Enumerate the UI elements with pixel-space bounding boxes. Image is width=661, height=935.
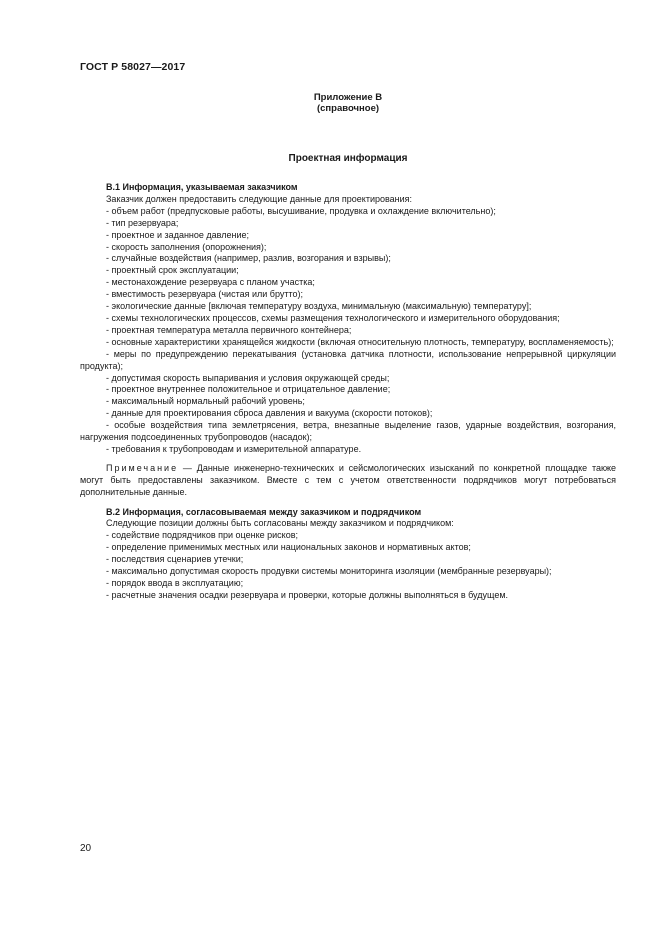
list-item: - максимально допустимая скорость продувки системы мониторинга изоляции (мембранные резервуары);: [106, 566, 552, 577]
list-item: - проектное внутреннее положительное и отрицательное давление;: [106, 384, 391, 395]
list-item: - содействие подрядчиков при оценке рисков;: [106, 530, 298, 541]
page-number: 20: [80, 843, 92, 854]
document-body: [80, 182, 616, 602]
appendix-type: (справочное): [316, 103, 380, 114]
section1-intro: Заказчик должен предоставить следующие данные для проектирования:: [106, 193, 413, 204]
list-item: - допустимая скорость выпаривания и условия окружающей среды;: [106, 372, 390, 383]
list-item: - основные характеристики хранящейся жидкости (включая относительную плотность, температуру, воспламеняемость);: [106, 336, 614, 347]
list-item: - объем работ (предпусковые работы, высушивание, продувка и охлаждение включительно);: [106, 205, 496, 216]
section1-heading: В.1 Информация, указываемая заказчиком: [106, 182, 298, 192]
list-item: - случайные воздействия (например, разлив, возгорания и взрывы);: [106, 253, 391, 264]
appendix-title: Приложение В: [313, 92, 383, 103]
list-item: - скорость заполнения (опорожнения);: [106, 241, 267, 252]
list-item: - порядок ввода в эксплуатацию;: [106, 578, 244, 588]
list-item: - экологические данные [включая температуру воздуха, минимальную (максимальную) температуру];: [106, 301, 532, 312]
list-item: - данные для проектирования сброса давления и вакуума (скорости потоков);: [106, 408, 433, 419]
document-code: ГОСТ Р 58027—2017: [80, 61, 186, 73]
list-item: - вместимость резервуара (чистая или брутто);: [106, 289, 303, 300]
note-text: — Данные инженерно-технических и сейсмологических изысканий по конкретной площадке также могут быть предоставлены заказчиком. Вместе с тем с учетом ответственности подрядчиков могут потребоваться дополнительные данные.: [80, 462, 616, 497]
note-label: Примечание: [106, 462, 179, 473]
list-item: - максимальный нормальный рабочий уровень;: [106, 396, 305, 407]
section2-heading: В.2 Информация, согласовываемая между заказчиком и подрядчиком: [106, 506, 422, 517]
list-item: - проектный срок эксплуатации;: [106, 265, 239, 276]
list-item: - тип резервуара;: [106, 217, 179, 228]
list-item: - проектное и заданное давление;: [106, 229, 249, 240]
section1-note: [80, 463, 616, 499]
list-item: - проектная температура металла первичного контейнера;: [106, 324, 352, 335]
list-item: - особые воздействия типа землетрясения, ветра, внезапные выделение газов, ударные воздействия, возгорания, нагружения подсоединенных трубопроводов (насадок);: [80, 420, 616, 443]
list-item: - расчетные значения осадки резервуара и проверки, которые должны выполняться в будущем.: [106, 589, 509, 600]
section2-intro: Следующие позиции должны быть согласованы между заказчиком и подрядчиком:: [106, 518, 454, 529]
page-title: Проектная информация: [288, 153, 408, 164]
list-item: - местонахождение резервуара с планом участка;: [106, 277, 315, 288]
list-item: - определение применимых местных или национальных законов и нормативных актов;: [106, 542, 471, 553]
list-item: - меры по предупреждению перекатывания (установка датчика плотности, использование непрерывной циркуляции продукта);: [80, 348, 616, 371]
list-item: - требования к трубопроводам и измерительной аппаратуре.: [106, 443, 362, 454]
list-item: - последствия сценариев утечки;: [106, 554, 244, 565]
list-item: - схемы технологических процессов, схемы размещения технологического и измерительного оборудования;: [106, 312, 560, 323]
